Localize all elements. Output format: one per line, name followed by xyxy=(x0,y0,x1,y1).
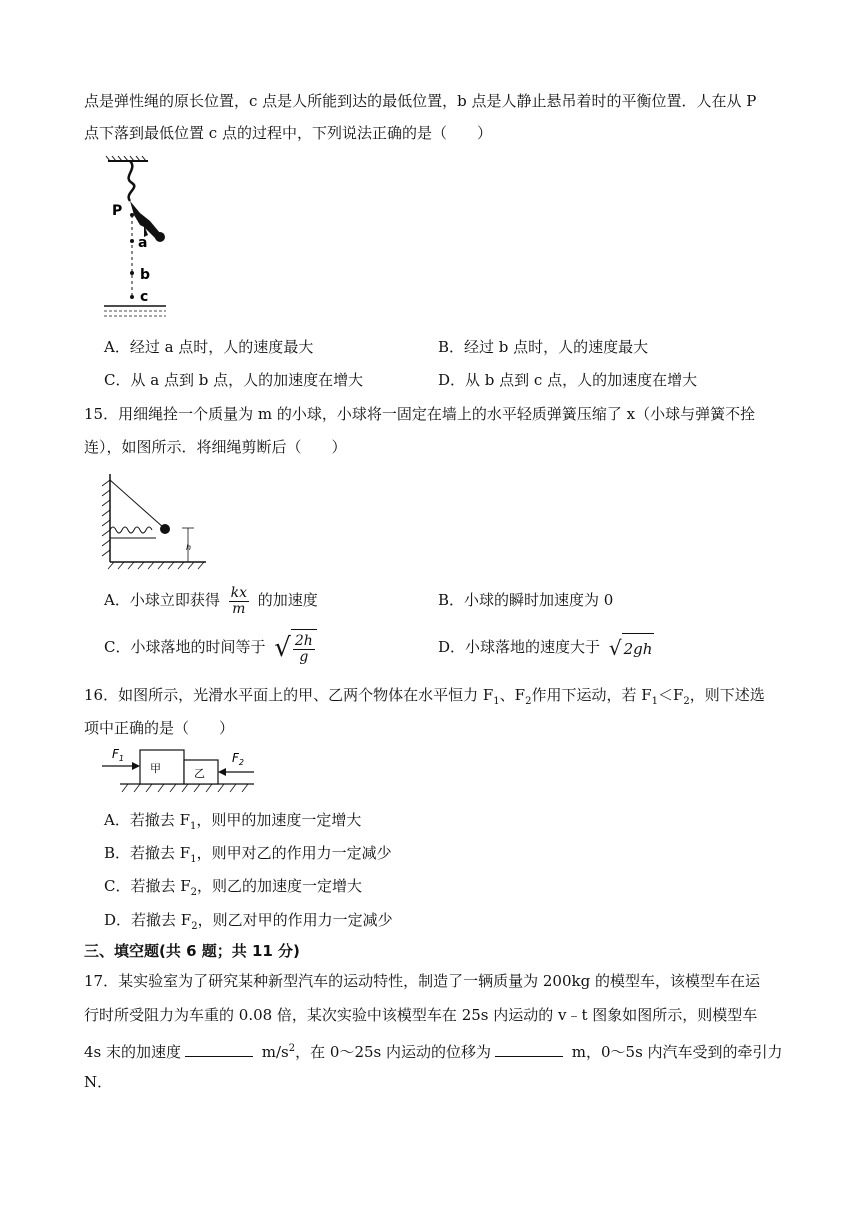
q16-option-b[interactable]: B．若撤去 $F_1$，则甲对乙的作用力一定减少 xyxy=(104,844,392,865)
q15-c-prefix: C．小球落地的时间等于 xyxy=(104,638,266,656)
label-jia: 甲 xyxy=(150,762,161,775)
q16-option-d[interactable]: D．若撤去 $F_2$，则乙对甲的作用力一定减少 xyxy=(104,911,393,932)
q14-option-d[interactable]: D．从 b 点到 c 点，人的加速度在增大 xyxy=(438,371,698,389)
bungee-figure xyxy=(100,155,180,325)
q15-c-den: g xyxy=(299,649,309,666)
label-yi: 乙 xyxy=(194,767,205,780)
q14-option-b[interactable]: B．经过 b 点时，人的速度最大 xyxy=(438,338,649,356)
q15-a-den: m xyxy=(232,600,246,617)
label-p: P xyxy=(112,203,123,219)
q15-option-d[interactable] xyxy=(438,632,658,664)
q14-text-line1: 点是弹性绳的原长位置，c 点是人所能到达的最低位置，b 点是人静止悬吊着时的平衡位置．人在从 P xyxy=(84,92,757,110)
q15-option-b[interactable]: B．小球的瞬时加速度为 0 xyxy=(438,591,614,609)
q16-option-a[interactable]: A．若撤去 $F_1$，则甲的加速度一定增大 xyxy=(104,811,362,832)
q15-c-sqrt: √ $\frac{2h}{g}$ xyxy=(274,628,317,668)
q14-option-c[interactable]: C．从 a 点到 b 点，人的加速度在增大 xyxy=(104,371,364,389)
q15-d-prefix: D．小球落地的速度大于 xyxy=(438,638,601,656)
q15-option-a[interactable] xyxy=(104,583,318,617)
q14-option-a[interactable]: A．经过 a 点时，人的速度最大 xyxy=(104,338,314,356)
label-f2: $F_2$ xyxy=(232,751,244,767)
two-blocks-figure xyxy=(98,744,258,796)
label-f1: $F_1$ xyxy=(112,747,124,763)
q17-line3: 4s 末的加速度 $m/s^2$，在 0～25s 内运动的位移为 m，0～5s 内汽车受到的牵引力 xyxy=(84,1043,783,1061)
blank-acceleration[interactable] xyxy=(185,1041,253,1057)
q16-option-c[interactable]: C．若撤去 $F_2$，则乙的加速度一定增大 xyxy=(104,877,363,898)
label-h: h xyxy=(186,543,192,552)
q15-a-fraction xyxy=(229,586,249,617)
q15-a-prefix: A．小球立即获得 xyxy=(104,591,220,609)
q15-option-c[interactable] xyxy=(104,628,321,668)
q15-d-radicand: 2gh xyxy=(622,633,655,664)
q15-d-sqrt: √ 2gh xyxy=(609,632,655,664)
label-c: c xyxy=(140,289,149,305)
section-heading: 三、填空题(共 6 题；共 11 分) xyxy=(84,942,300,960)
q15-text-line1: 15．用细绳拴一个质量为 m 的小球，小球将一固定在墙上的水平轻质弹簧压缩了 x（小球与弹簧不拴 xyxy=(84,405,756,423)
q14-text-line2: 点下落到最低位置 c 点的过程中，下列说法正确的是（ ） xyxy=(84,124,492,142)
q17-line4: N． xyxy=(84,1073,113,1091)
block-jia xyxy=(140,750,184,784)
spring-ball-figure xyxy=(98,470,208,570)
q16-text-line1: 16．如图所示，光滑水平面上的甲、乙两个物体在水平恒力 $F_1$、$F_2$作用下运动，若 $F_1<F_2$，则下述选 xyxy=(84,686,765,707)
label-b: b xyxy=(140,267,151,283)
q17-line2: 行时所受阻力为车重的 0.08 倍，某次实验中该模型车在 25s 内运动的 v﹣t 图象如图所示，则模型车 xyxy=(84,1006,758,1024)
q17-line1: 17．某实验室为了研究某种新型汽车的运动特性，制造了一辆质量为 200kg 的模型车，该模型车在运 xyxy=(84,972,760,990)
label-a: a xyxy=(138,235,148,251)
q16-text-line2: 项中正确的是（ ） xyxy=(84,719,235,737)
blank-displacement[interactable] xyxy=(495,1041,563,1057)
q15-text-line2: 连），如图所示．将细绳剪断后（ ） xyxy=(84,438,347,456)
ball xyxy=(160,524,170,534)
q15-a-suffix: 的加速度 xyxy=(257,591,318,609)
q15-a-num: kx xyxy=(230,584,248,601)
q15-c-num: 2h xyxy=(294,633,313,650)
